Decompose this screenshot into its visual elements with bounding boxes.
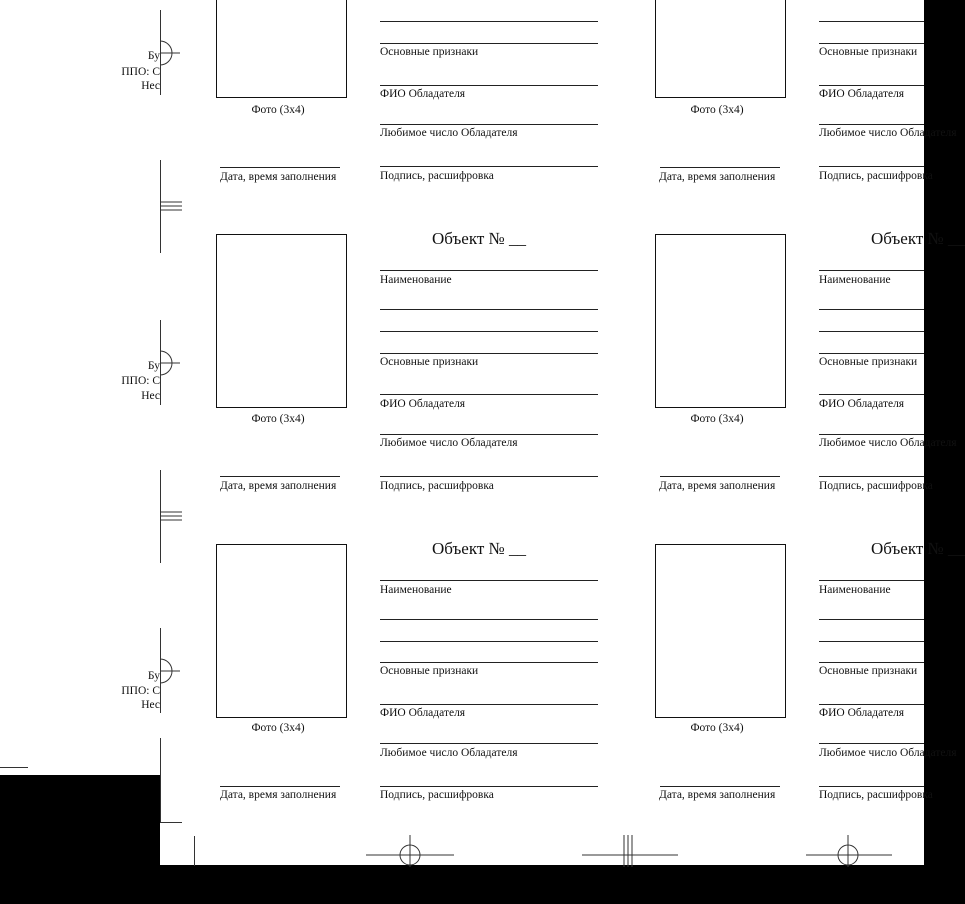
- features-label: Основные признаки: [819, 356, 918, 368]
- owner-label: ФИО Обладателя: [819, 707, 905, 719]
- side-fragment: ППО: С: [121, 685, 160, 697]
- field-line: [380, 166, 598, 167]
- date-label: Дата, время заполнения: [220, 789, 337, 801]
- field-line: [819, 166, 924, 167]
- signature-label: Подпись, расшифровка: [819, 789, 933, 801]
- field-line: [380, 124, 598, 125]
- side-fragment: Нес: [141, 80, 160, 92]
- field-line: [819, 353, 924, 354]
- name-label: Наименование: [819, 274, 891, 286]
- field-line: [819, 85, 924, 86]
- signature-label: Подпись, расшифровка: [819, 170, 933, 182]
- crop-line: [194, 836, 195, 866]
- date-label: Дата, время заполнения: [220, 480, 337, 492]
- field-line: [380, 641, 598, 642]
- signature-label: Подпись, расшифровка: [380, 170, 494, 182]
- field-line: [380, 353, 598, 354]
- owner-label: ФИО Обладателя: [380, 88, 466, 100]
- field-line: [819, 641, 924, 642]
- side-fragment: Нес: [141, 699, 160, 711]
- field-line: [819, 619, 924, 620]
- card-title: Объект № __: [871, 539, 965, 558]
- side-fragment: ППО: С: [121, 66, 160, 78]
- date-label: Дата, время заполнения: [220, 171, 337, 183]
- side-fragment: Бу: [147, 360, 160, 372]
- field-line: [380, 394, 598, 395]
- crop-line: [160, 738, 161, 823]
- date-label: Дата, время заполнения: [659, 789, 776, 801]
- field-line: [819, 743, 924, 744]
- side-fragment: Бу: [147, 670, 160, 682]
- owner-label: ФИО Обладателя: [380, 707, 466, 719]
- field-line: [380, 85, 598, 86]
- field-line: [380, 619, 598, 620]
- fold-mark-icon: [582, 833, 678, 867]
- field-line: [380, 476, 598, 477]
- photo-frame: [655, 0, 786, 98]
- favorite-number-label: Любимое число Обладателя: [380, 747, 518, 759]
- fold-mark-icon: [158, 510, 184, 526]
- field-line: [819, 21, 924, 22]
- field-line: [819, 476, 924, 477]
- favorite-number-label: Любимое число Обладателя: [380, 437, 518, 449]
- field-line: [220, 167, 340, 168]
- field-line: [380, 743, 598, 744]
- field-line: [660, 167, 780, 168]
- field-line: [380, 662, 598, 663]
- field-line: [819, 662, 924, 663]
- card-title: Объект № __: [432, 539, 527, 558]
- name-label: Наименование: [819, 584, 891, 596]
- field-line: [819, 786, 924, 787]
- photo-caption: Фото (3x4): [251, 413, 305, 425]
- field-line: [380, 704, 598, 705]
- field-line: [380, 434, 598, 435]
- field-line: [380, 270, 598, 271]
- field-line: [819, 331, 924, 332]
- side-fragment: Нес: [141, 390, 160, 402]
- field-line: [819, 394, 924, 395]
- features-label: Основные признаки: [380, 356, 479, 368]
- name-label: Наименование: [380, 584, 452, 596]
- favorite-number-label: Любимое число Обладателя: [380, 127, 518, 139]
- signature-label: Подпись, расшифровка: [380, 480, 494, 492]
- field-line: [819, 270, 924, 271]
- photo-caption: Фото (3x4): [251, 104, 305, 116]
- field-line: [660, 476, 780, 477]
- field-line: [819, 309, 924, 310]
- features-label: Основные признаки: [380, 665, 479, 677]
- signature-label: Подпись, расшифровка: [819, 480, 933, 492]
- favorite-number-label: Любимое число Обладателя: [819, 127, 957, 139]
- favorite-number-label: Любимое число Обладателя: [819, 437, 957, 449]
- fold-mark-icon: [158, 200, 184, 216]
- signature-label: Подпись, расшифровка: [380, 789, 494, 801]
- card-title: Объект № __: [432, 229, 527, 248]
- field-line: [220, 786, 340, 787]
- registration-mark-icon: [366, 833, 456, 867]
- field-line: [819, 704, 924, 705]
- photo-frame: [655, 234, 786, 408]
- field-line: [380, 331, 598, 332]
- owner-label: ФИО Обладателя: [819, 398, 905, 410]
- field-line: [380, 21, 598, 22]
- field-line: [819, 43, 924, 44]
- field-line: [660, 786, 780, 787]
- photo-frame: [216, 0, 347, 98]
- name-label: Наименование: [380, 274, 452, 286]
- registration-mark-icon: [806, 833, 896, 867]
- crop-line: [0, 767, 28, 768]
- photo-caption: Фото (3x4): [690, 413, 744, 425]
- field-line: [220, 476, 340, 477]
- photo-frame: [655, 544, 786, 718]
- field-line: [380, 786, 598, 787]
- side-fragment: ППО: С: [121, 375, 160, 387]
- photo-caption: Фото (3x4): [690, 722, 744, 734]
- favorite-number-label: Любимое число Обладателя: [819, 747, 957, 759]
- features-label: Основные признаки: [819, 46, 918, 58]
- photo-frame: [216, 234, 347, 408]
- crop-line: [160, 822, 182, 823]
- field-line: [380, 580, 598, 581]
- photo-caption: Фото (3x4): [690, 104, 744, 116]
- side-fragment: Бу: [147, 50, 160, 62]
- features-label: Основные признаки: [819, 665, 918, 677]
- field-line: [819, 124, 924, 125]
- field-line: [819, 580, 924, 581]
- features-label: Основные признаки: [380, 46, 479, 58]
- field-line: [819, 434, 924, 435]
- photo-caption: Фото (3x4): [251, 722, 305, 734]
- owner-label: ФИО Обладателя: [380, 398, 466, 410]
- owner-label: ФИО Обладателя: [819, 88, 905, 100]
- date-label: Дата, время заполнения: [659, 171, 776, 183]
- field-line: [380, 309, 598, 310]
- date-label: Дата, время заполнения: [659, 480, 776, 492]
- card-title: Объект № __: [871, 229, 965, 248]
- photo-frame: [216, 544, 347, 718]
- field-line: [380, 43, 598, 44]
